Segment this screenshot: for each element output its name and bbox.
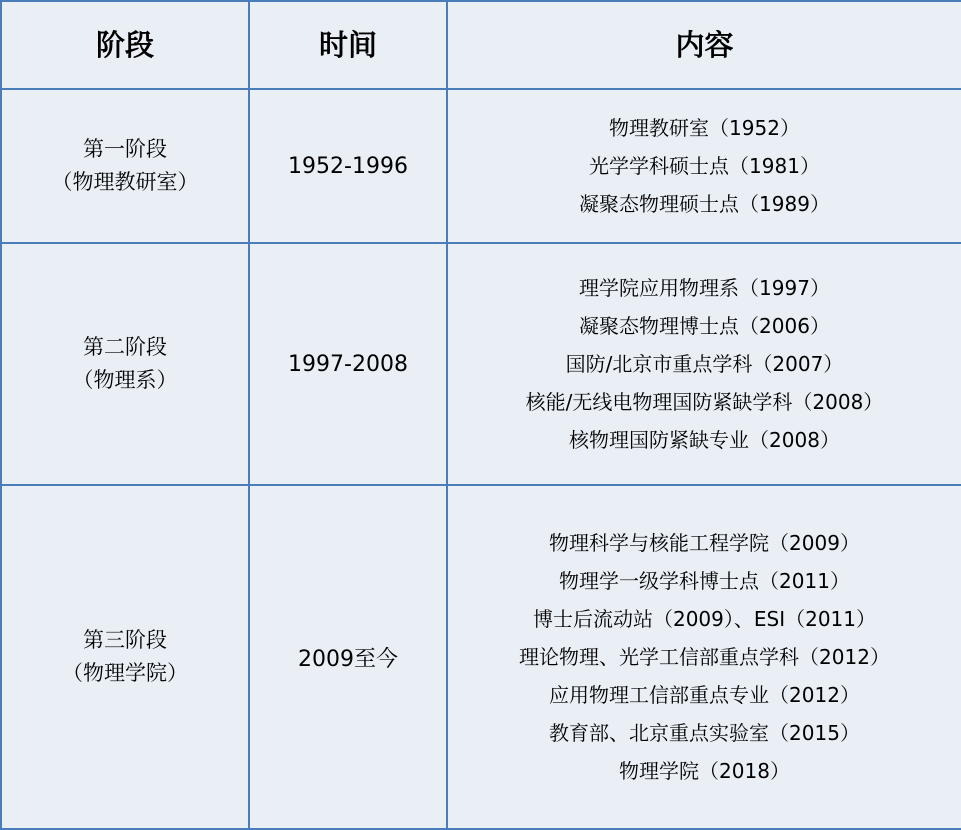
stage-subtitle: （物理系） — [72, 368, 178, 392]
content-item: 凝聚态物理硕士点（1989） — [579, 192, 830, 216]
content-item: 物理学院（2018） — [619, 759, 790, 783]
content-item: 核物理国防紧缺专业（2008） — [569, 428, 840, 452]
time-cell: 2009至今 — [249, 485, 447, 829]
column-header-content: 内容 — [447, 1, 961, 89]
column-header-time: 时间 — [249, 1, 447, 89]
content-cell — [447, 243, 961, 485]
content-item: 教育部、北京重点实验室（2015） — [549, 721, 860, 745]
content-item: 博士后流动站（2009）、ESI（2011） — [532, 607, 877, 631]
content-item: 理学院应用物理系（1997） — [579, 276, 830, 300]
content-item: 国防/北京市重点学科（2007） — [565, 352, 844, 376]
content-item: 核能/无线电物理国防紧缺学科（2008） — [525, 390, 884, 414]
content-item: 物理科学与核能工程学院（2009） — [549, 531, 860, 555]
stage-cell — [1, 243, 249, 485]
content-item: 物理学一级学科博士点（2011） — [559, 569, 850, 593]
content-item: 物理教研室（1952） — [609, 116, 800, 140]
content-item: 光学学科硕士点（1981） — [589, 154, 820, 178]
content-cell — [447, 485, 961, 829]
table-row — [1, 485, 961, 829]
stage-name: 第一阶段 — [83, 137, 167, 162]
content-cell — [447, 89, 961, 243]
content-item: 应用物理工信部重点专业（2012） — [549, 683, 860, 707]
content-item: 凝聚态物理博士点（2006） — [579, 314, 830, 338]
column-header-stage: 阶段 — [1, 1, 249, 89]
stage-name: 第二阶段 — [83, 335, 167, 360]
content-item: 理论物理、光学工信部重点学科（2012） — [519, 645, 890, 669]
stage-cell — [1, 485, 249, 829]
stage-name: 第三阶段 — [83, 628, 167, 653]
stage-subtitle: （物理教研室） — [51, 170, 199, 194]
stage-subtitle: （物理学院） — [62, 661, 188, 685]
stage-cell — [1, 89, 249, 243]
table-header-row — [1, 1, 961, 89]
table-row — [1, 89, 961, 243]
time-cell: 1997-2008 — [249, 243, 447, 485]
table-row — [1, 243, 961, 485]
time-cell: 1952-1996 — [249, 89, 447, 243]
